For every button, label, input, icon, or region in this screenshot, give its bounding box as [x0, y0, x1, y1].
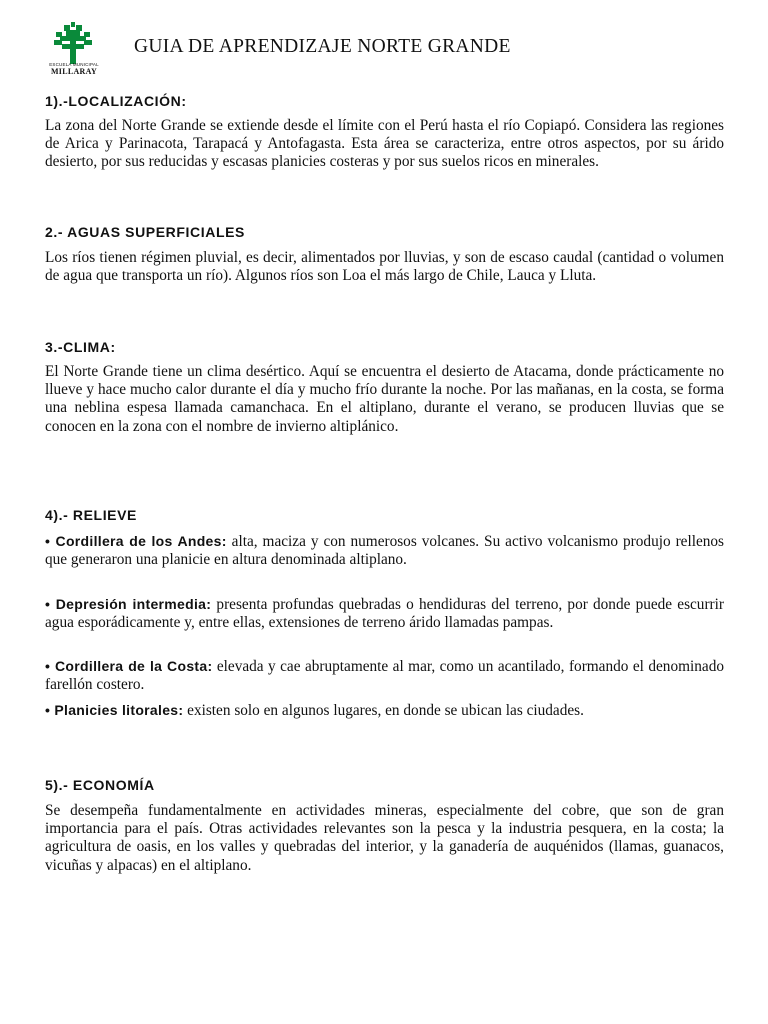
- heading-clima: 3.-CLIMA:: [45, 339, 116, 355]
- relieve-term: • Planicies litorales:: [45, 702, 184, 718]
- heading-localizacion: 1).-LOCALIZACIÓN:: [45, 93, 187, 109]
- relieve-term: • Cordillera de los Andes:: [45, 533, 227, 549]
- relieve-item-depresion: [45, 595, 724, 632]
- paragraph-economia: Se desempeña fundamentalmente en actividades mineras, especialmente del cobre, que son de gran importancia para el país. Otras actividades relevantes son la pesca y la industria pesquera, en la costa; la agricultura de oasis, en los valles y quebradas del interior, y la ganadería de auquénidos (llamas, guanacos, vicuñas y alpacas) en el altiplano.: [45, 802, 724, 874]
- paragraph-aguas: Los ríos tienen régimen pluvial, es decir, alimentados por lluvias, y son de escaso caudal (cantidad o volumen de agua que transporta un río). Algunos ríos son Loa el más largo de Chile, Lauca y Lluta.: [45, 249, 724, 285]
- page-title: GUIA DE APRENDIZAJE NORTE GRANDE: [134, 36, 511, 57]
- relieve-item-andes: [45, 532, 724, 569]
- relieve-text: existen solo en algunos lugares, en donde se ubican las ciudades.: [183, 702, 584, 719]
- paragraph-clima: El Norte Grande tiene un clima desértico. Aquí se encuentra el desierto de Atacama, donde prácticamente no llueve y hace mucho calor durante el día y mucho frío durante la noche. Por las mañanas, en la costa, se forma una neblina espesa llamada camanchaca. En el altiplano, durante el verano, se producen lluvias que se conocen en la zona con el nombre de invierno altiplánico.: [45, 363, 724, 435]
- relieve-text: alta, maciza y con numerosos volcanes. Su activo volcanismo produjo rellenos que generaron una planicie en altura denominada altiplano.: [45, 533, 725, 569]
- logo-caption-name: MILLARAY: [50, 67, 98, 76]
- relieve-text: presenta profundas quebradas o hendiduras del terreno, por donde puede escurrir agua esporádicamente y, entre ellas, extensiones de terreno árido llamadas pampas.: [45, 596, 724, 632]
- relieve-item-costa: [45, 657, 724, 694]
- paragraph-localizacion: La zona del Norte Grande se extiende desde el límite con el Perú hasta el río Copiapó. Considera las regiones de Arica y Parinacota, Tarapacá y Antofagasta. Esta área se caracteriza, entre otros aspectos, por su árido desierto, por sus reducidas y escasas planicies costeras y por sus suelos ricos en minerales.: [45, 117, 724, 171]
- logo-caption-school: ESCUELA MUNICIPAL: [49, 62, 99, 67]
- heading-aguas: 2.- AGUAS SUPERFICIALES: [45, 224, 245, 240]
- heading-relieve: 4).- RELIEVE: [45, 507, 137, 523]
- heading-economia: 5).- ECONOMÍA: [45, 777, 155, 793]
- relieve-text: elevada y cae abruptamente al mar, como un acantilado, formando el denominado farellón costero.: [45, 658, 724, 694]
- relieve-term: • Depresión intermedia:: [45, 596, 212, 612]
- relieve-term: • Cordillera de la Costa:: [45, 658, 213, 674]
- relieve-item-planicies: [45, 701, 724, 720]
